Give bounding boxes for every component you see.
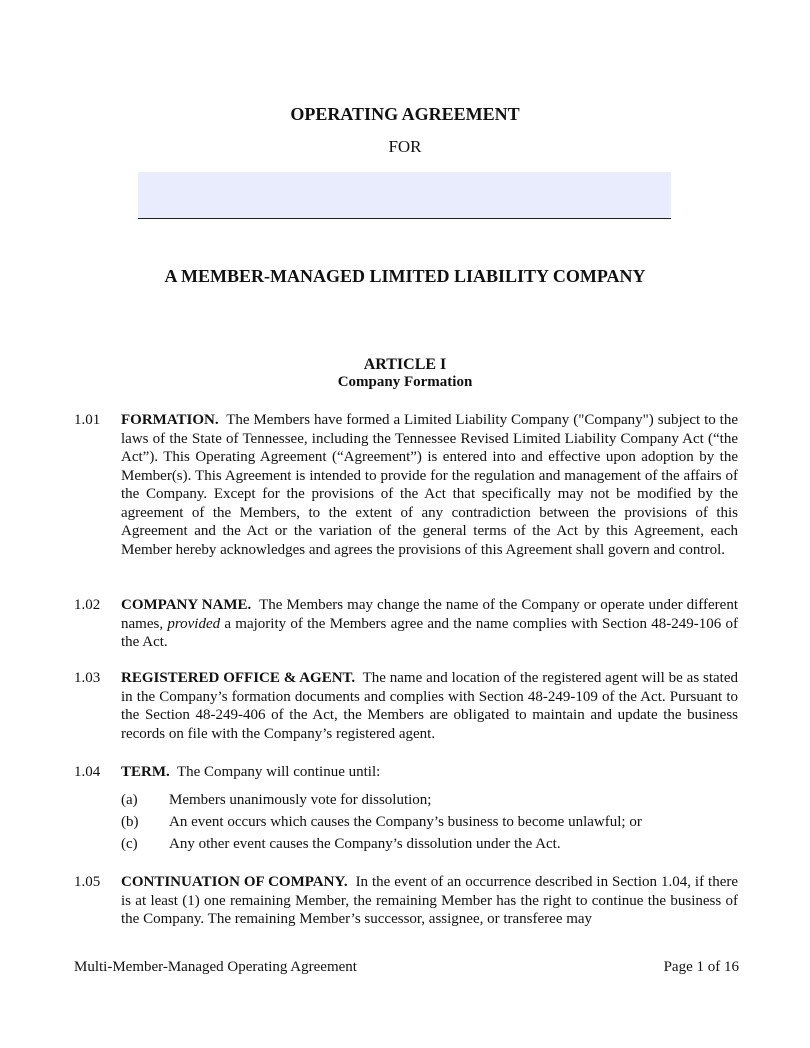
document-title: OPERATING AGREEMENT — [290, 104, 520, 124]
list-item: Any other event causes the Company’s dissolution under the Act. — [169, 836, 561, 852]
section-text: In the event of an occurrence described in Section 1.04, if there is at least (1) one remaining Member, the remaining Member has the right to continue the business of the Company. The remaining Member’s successor, assignee, or transferee may — [121, 874, 738, 927]
section-formation — [121, 411, 738, 559]
section-text-italic: provided — [167, 615, 221, 632]
document-subtitle: A MEMBER-MANAGED LIMITED LIABILITY COMPANY — [164, 266, 646, 286]
footer-page-number: Page 1 of 16 — [663, 959, 739, 975]
section-heading: CONTINUATION OF COMPANY. — [121, 874, 348, 890]
section-number: 1.04 — [74, 764, 101, 780]
section-heading: FORMATION. — [121, 412, 219, 428]
for-label: FOR — [388, 137, 422, 156]
article-title: ARTICLE I — [363, 356, 447, 373]
list-item-letter: (b) — [121, 814, 139, 830]
section-heading: TERM. — [121, 764, 170, 780]
list-item: Members unanimously vote for dissolution; — [169, 792, 432, 808]
section-text: a majority of the Members agree and the name complies with Section 48-249-106 of the Act. — [121, 615, 738, 650]
section-text: The Members may change the name of the Company or operate under different names, — [121, 597, 739, 632]
list-item: An event occurs which causes the Company’s business to become unlawful; or — [169, 814, 642, 830]
company-name-field[interactable] — [138, 172, 671, 219]
section-number: 1.02 — [74, 597, 101, 613]
list-item-letter: (c) — [121, 836, 138, 852]
section-registered-office — [121, 669, 738, 743]
section-number: 1.03 — [74, 670, 101, 686]
list-item-letter: (a) — [121, 792, 138, 808]
section-heading: COMPANY NAME. — [121, 597, 252, 613]
section-text: The Members have formed a Limited Liability Company ("Company") subject to the laws of the State of Tennessee, including the Tennessee Revised Limited Liability Company Act (“the Act”). This Operating Agreement (“Agreement”) is entered into and effective upon adoption by the Member(s). This Agreement is intended to provide for the regulation and management of the affairs of the Company. Except for the provisions of the Act that specifically may not be modified by the agreement of the Members, to the extent of any contradiction between the provisions of this Agreement and the Act or the variation of the general terms of the Act by this Agreement, each Member hereby acknowledges and agrees the provisions of this Agreement shall govern and control. — [121, 412, 738, 558]
section-number: 1.01 — [74, 412, 101, 428]
section-text: The Company will continue until: — [176, 764, 381, 780]
section-term — [121, 763, 738, 782]
footer-document-name: Multi-Member-Managed Operating Agreement — [74, 959, 357, 975]
section-text: The name and location of the registered agent will be as stated in the Company’s formation documents and complies with Section 48-249-109 of the Act. Pursuant to the Section 48-249-406 of the Act, the Members are obligated to maintain and update the business records on file with the Company’s registered agent. — [121, 670, 738, 742]
section-heading: REGISTERED OFFICE & AGENT. — [121, 670, 356, 686]
section-number: 1.05 — [74, 874, 101, 890]
section-company-name — [121, 596, 738, 652]
article-subtitle: Company Formation — [337, 374, 473, 390]
section-continuation — [121, 873, 738, 929]
